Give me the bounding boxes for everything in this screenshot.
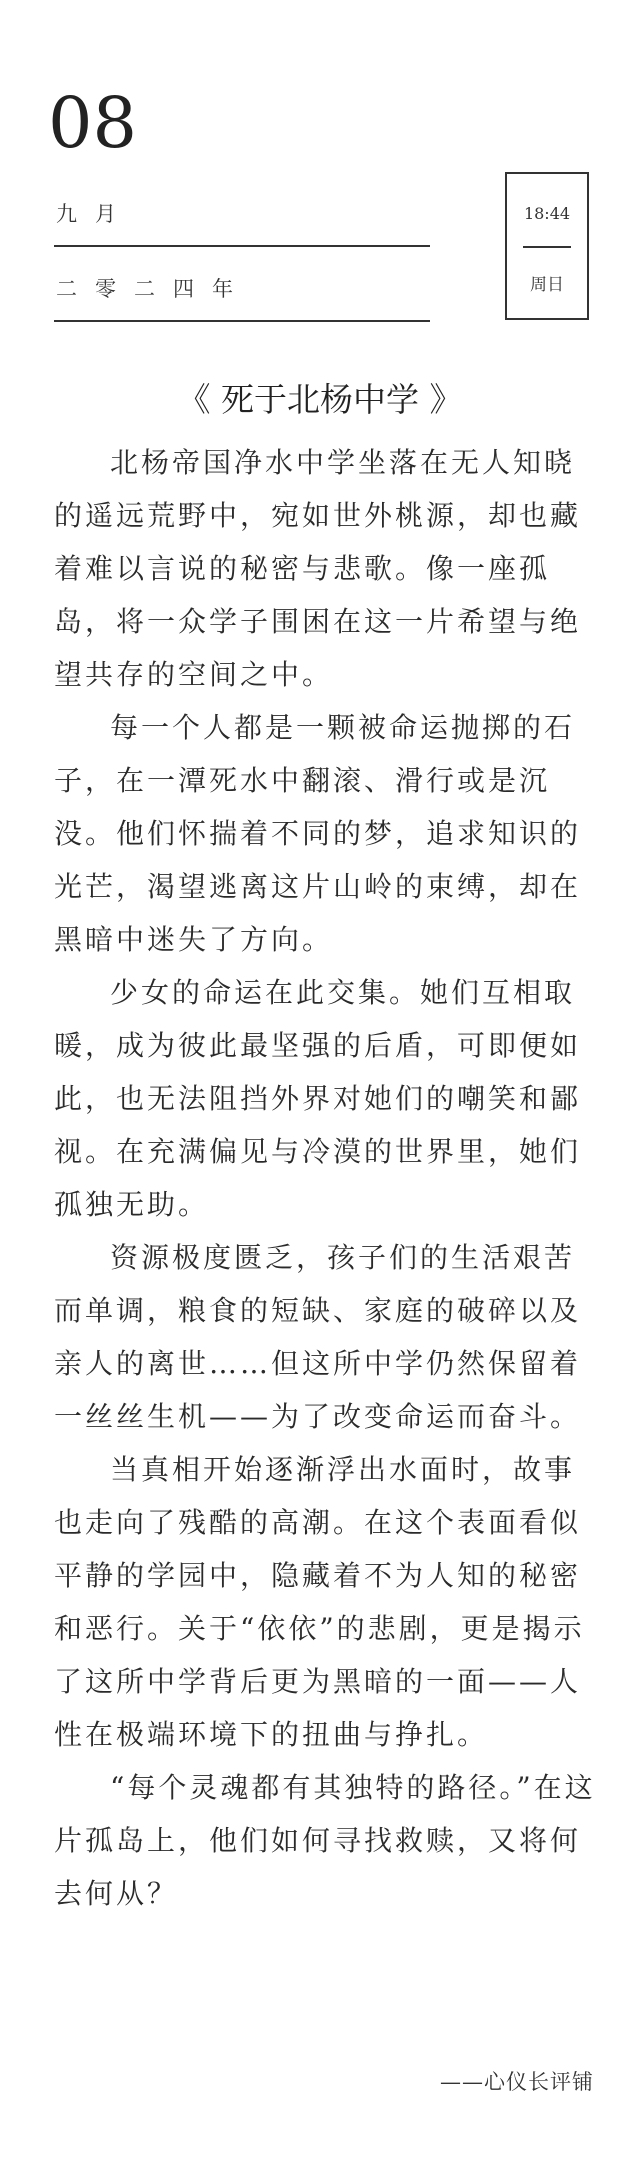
article-body <box>54 436 596 1920</box>
paragraph: 少女的命运在此交集。她们互相取暖，成为彼此最坚强的后盾，可即便如此，也无法阻挡外界对她们的嘲笑和鄙视。在充满偏见与冷漠的世界里，她们孤独无助。 <box>54 976 582 1221</box>
divider <box>523 246 571 248</box>
paragraph: “每个灵魂都有其独特的路径。”在这片孤岛上，他们如何寻找救赎，又将何去何从？ <box>54 1771 596 1910</box>
paragraph: 每一个人都是一颗被命运抛掷的石子，在一潭死水中翻滚、滑行或是沉没。他们怀揣着不同的梦，追求知识的光芒，渴望逃离这片山岭的束缚，却在黑暗中迷失了方向。 <box>54 711 582 956</box>
paragraph: 资源极度匮乏，孩子们的生活艰苦而单调，粮食的短缺、家庭的破碎以及亲人的离世……但这所中学仍然保留着一丝丝生机——为了改变命运而奋斗。 <box>54 1241 582 1433</box>
date-year: 二零二四年 <box>56 277 251 301</box>
weekday-text: 周日 <box>530 275 564 295</box>
date-day: 08 <box>48 82 138 164</box>
time-box <box>505 172 589 320</box>
divider <box>54 245 430 247</box>
divider <box>54 320 430 322</box>
paragraph: 当真相开始逐渐浮出水面时，故事也走向了残酷的高潮。在这个表面看似平静的学园中，隐藏着不为人知的秘密和恶行。关于“依依”的悲剧，更是揭示了这所中学背后更为黑暗的一面——人性在极端环境下的扭曲与挣扎。 <box>54 1453 585 1751</box>
time-text: 18:44 <box>523 204 571 223</box>
article-title: 《 死于北杨中学 》 <box>177 380 463 419</box>
paragraph: 北杨帝国净水中学坐落在无人知晓的遥远荒野中，宛如世外桃源，却也藏着难以言说的秘密与悲歌。像一座孤岛，将一众学子围困在这一片希望与绝望共存的空间之中。 <box>54 446 582 691</box>
date-month: 九月 <box>56 202 134 226</box>
signature: ——心仪长评铺 <box>440 2070 594 2094</box>
